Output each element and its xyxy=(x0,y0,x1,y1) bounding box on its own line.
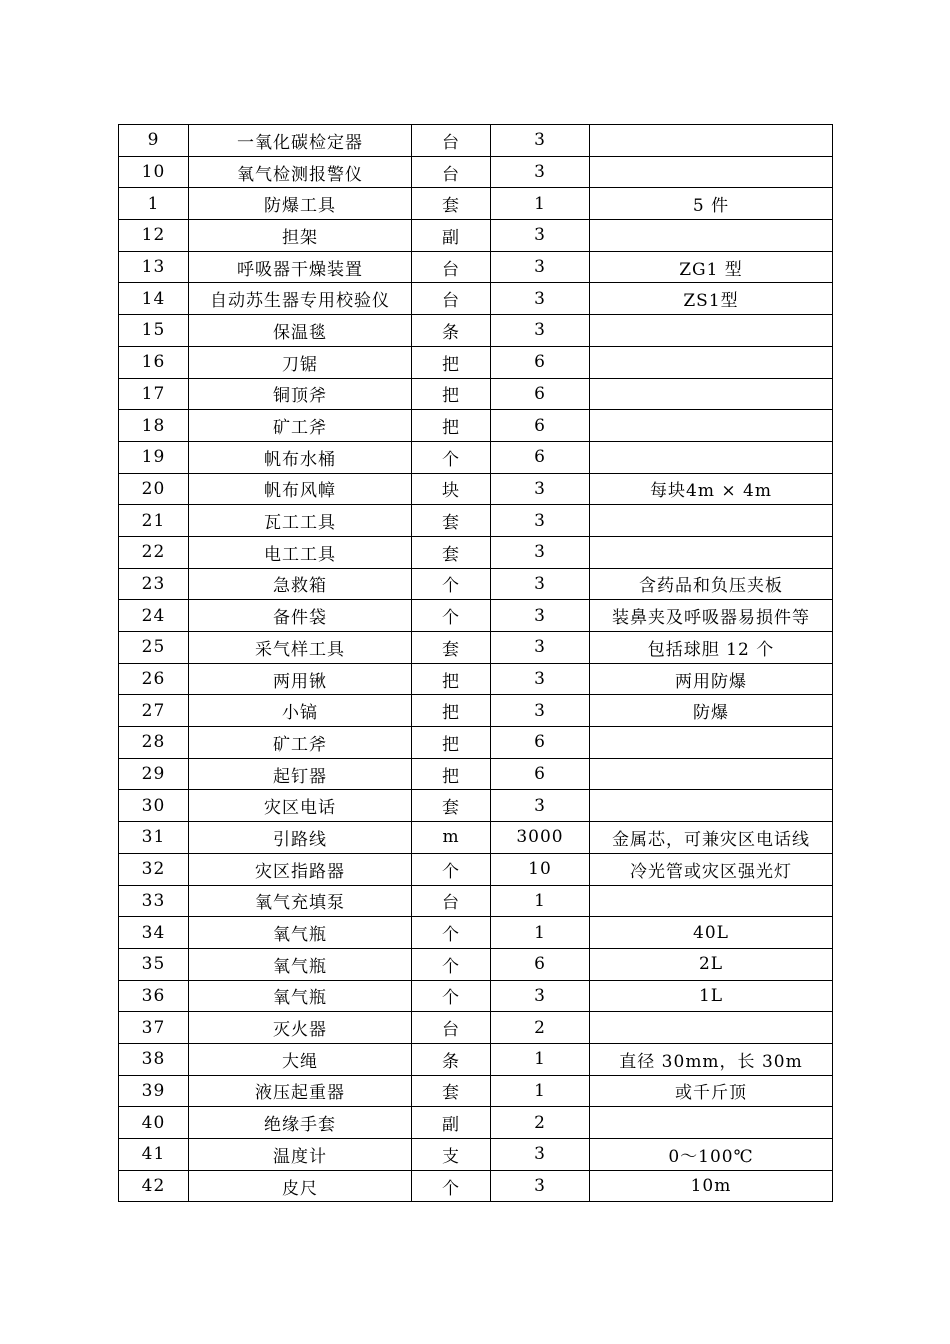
unit-cell: 台 xyxy=(412,1012,491,1044)
unit-cell: 把 xyxy=(412,378,491,410)
quantity-cell: 1 xyxy=(491,917,590,949)
table-row xyxy=(119,1043,833,1075)
remark-cell xyxy=(590,125,833,157)
remark-cell xyxy=(590,885,833,917)
row-number-cell: 34 xyxy=(119,917,189,949)
remark-cell: 1L xyxy=(590,980,833,1012)
remark-cell: 0～100℃ xyxy=(590,1139,833,1171)
remark-cell: 包括球胆 12 个 xyxy=(590,632,833,664)
quantity-cell: 3 xyxy=(491,536,590,568)
remark-cell: 冷光管或灾区强光灯 xyxy=(590,853,833,885)
row-number-cell: 22 xyxy=(119,536,189,568)
equipment-table-body xyxy=(119,125,833,1202)
table-row xyxy=(119,315,833,347)
table-row xyxy=(119,885,833,917)
row-number-cell: 30 xyxy=(119,790,189,822)
unit-cell: 把 xyxy=(412,727,491,759)
table-row xyxy=(119,346,833,378)
item-name-cell: 灭火器 xyxy=(189,1012,412,1044)
quantity-cell: 1 xyxy=(491,1043,590,1075)
item-name-cell: 小镐 xyxy=(189,695,412,727)
item-name-cell: 氧气瓶 xyxy=(189,917,412,949)
remark-cell xyxy=(590,505,833,537)
remark-cell: 每块4m × 4m xyxy=(590,473,833,505)
unit-cell: 套 xyxy=(412,505,491,537)
quantity-cell: 3 xyxy=(491,125,590,157)
remark-cell xyxy=(590,315,833,347)
quantity-cell: 6 xyxy=(491,378,590,410)
table-row xyxy=(119,663,833,695)
unit-cell: 台 xyxy=(412,251,491,283)
table-row xyxy=(119,251,833,283)
quantity-cell: 6 xyxy=(491,441,590,473)
item-name-cell: 两用锹 xyxy=(189,663,412,695)
remark-cell xyxy=(590,410,833,442)
quantity-cell: 3 xyxy=(491,568,590,600)
quantity-cell: 3 xyxy=(491,315,590,347)
item-name-cell: 备件袋 xyxy=(189,600,412,632)
remark-cell: 防爆 xyxy=(590,695,833,727)
remark-cell: 两用防爆 xyxy=(590,663,833,695)
unit-cell: 支 xyxy=(412,1139,491,1171)
quantity-cell: 3 xyxy=(491,695,590,727)
row-number-cell: 18 xyxy=(119,410,189,442)
remark-cell xyxy=(590,378,833,410)
unit-cell: 条 xyxy=(412,315,491,347)
quantity-cell: 6 xyxy=(491,410,590,442)
remark-cell xyxy=(590,727,833,759)
remark-cell: 10m xyxy=(590,1170,833,1202)
item-name-cell: 保温毯 xyxy=(189,315,412,347)
unit-cell: 条 xyxy=(412,1043,491,1075)
quantity-cell: 3 xyxy=(491,600,590,632)
table-row xyxy=(119,853,833,885)
row-number-cell: 9 xyxy=(119,125,189,157)
row-number-cell: 33 xyxy=(119,885,189,917)
quantity-cell: 6 xyxy=(491,948,590,980)
table-row xyxy=(119,1075,833,1107)
table-row xyxy=(119,220,833,252)
unit-cell: m xyxy=(412,822,491,854)
item-name-cell: 起钉器 xyxy=(189,758,412,790)
remark-cell: 装鼻夹及呼吸器易损件等 xyxy=(590,600,833,632)
row-number-cell: 29 xyxy=(119,758,189,790)
remark-cell: 金属芯，可兼灾区电话线 xyxy=(590,822,833,854)
item-name-cell: 担架 xyxy=(189,220,412,252)
table-row xyxy=(119,822,833,854)
row-number-cell: 19 xyxy=(119,441,189,473)
unit-cell: 块 xyxy=(412,473,491,505)
quantity-cell: 3 xyxy=(491,283,590,315)
item-name-cell: 电工工具 xyxy=(189,536,412,568)
item-name-cell: 急救箱 xyxy=(189,568,412,600)
table-row xyxy=(119,632,833,664)
row-number-cell: 38 xyxy=(119,1043,189,1075)
unit-cell: 把 xyxy=(412,695,491,727)
equipment-table xyxy=(118,124,833,1202)
remark-cell xyxy=(590,536,833,568)
row-number-cell: 28 xyxy=(119,727,189,759)
unit-cell: 套 xyxy=(412,188,491,220)
remark-cell xyxy=(590,758,833,790)
quantity-cell: 3 xyxy=(491,632,590,664)
item-name-cell: 引路线 xyxy=(189,822,412,854)
table-row xyxy=(119,917,833,949)
item-name-cell: 灾区电话 xyxy=(189,790,412,822)
remark-cell: 含药品和负压夹板 xyxy=(590,568,833,600)
row-number-cell: 41 xyxy=(119,1139,189,1171)
unit-cell: 台 xyxy=(412,125,491,157)
table-row xyxy=(119,1139,833,1171)
item-name-cell: 灾区指路器 xyxy=(189,853,412,885)
table-row xyxy=(119,758,833,790)
item-name-cell: 瓦工工具 xyxy=(189,505,412,537)
table-row xyxy=(119,980,833,1012)
item-name-cell: 矿工斧 xyxy=(189,727,412,759)
row-number-cell: 17 xyxy=(119,378,189,410)
quantity-cell: 3000 xyxy=(491,822,590,854)
table-row xyxy=(119,410,833,442)
unit-cell: 套 xyxy=(412,1075,491,1107)
remark-cell xyxy=(590,1012,833,1044)
remark-cell: ZG1 型 xyxy=(590,251,833,283)
unit-cell: 台 xyxy=(412,156,491,188)
row-number-cell: 25 xyxy=(119,632,189,664)
table-row xyxy=(119,505,833,537)
remark-cell: 2L xyxy=(590,948,833,980)
quantity-cell: 3 xyxy=(491,251,590,283)
item-name-cell: 矿工斧 xyxy=(189,410,412,442)
item-name-cell: 帆布水桶 xyxy=(189,441,412,473)
unit-cell: 个 xyxy=(412,917,491,949)
quantity-cell: 3 xyxy=(491,980,590,1012)
remark-cell xyxy=(590,441,833,473)
unit-cell: 套 xyxy=(412,632,491,664)
table-row xyxy=(119,536,833,568)
quantity-cell: 6 xyxy=(491,727,590,759)
item-name-cell: 防爆工具 xyxy=(189,188,412,220)
table-row xyxy=(119,125,833,157)
table-row xyxy=(119,1170,833,1202)
item-name-cell: 绝缘手套 xyxy=(189,1107,412,1139)
unit-cell: 个 xyxy=(412,853,491,885)
row-number-cell: 10 xyxy=(119,156,189,188)
quantity-cell: 1 xyxy=(491,1075,590,1107)
table-row xyxy=(119,948,833,980)
row-number-cell: 15 xyxy=(119,315,189,347)
table-row xyxy=(119,695,833,727)
row-number-cell: 26 xyxy=(119,663,189,695)
row-number-cell: 13 xyxy=(119,251,189,283)
unit-cell: 个 xyxy=(412,441,491,473)
table-row xyxy=(119,1107,833,1139)
unit-cell: 把 xyxy=(412,663,491,695)
row-number-cell: 42 xyxy=(119,1170,189,1202)
quantity-cell: 6 xyxy=(491,346,590,378)
item-name-cell: 自动苏生器专用校验仪 xyxy=(189,283,412,315)
unit-cell: 副 xyxy=(412,1107,491,1139)
row-number-cell: 24 xyxy=(119,600,189,632)
row-number-cell: 16 xyxy=(119,346,189,378)
item-name-cell: 呼吸器干燥装置 xyxy=(189,251,412,283)
item-name-cell: 氧气瓶 xyxy=(189,980,412,1012)
row-number-cell: 1 xyxy=(119,188,189,220)
quantity-cell: 3 xyxy=(491,790,590,822)
unit-cell: 把 xyxy=(412,758,491,790)
table-row xyxy=(119,156,833,188)
remark-cell: 直径 30mm，长 30m xyxy=(590,1043,833,1075)
remark-cell: 5 件 xyxy=(590,188,833,220)
quantity-cell: 3 xyxy=(491,473,590,505)
table-row xyxy=(119,600,833,632)
quantity-cell: 3 xyxy=(491,663,590,695)
quantity-cell: 1 xyxy=(491,188,590,220)
table-row xyxy=(119,441,833,473)
remark-cell xyxy=(590,220,833,252)
unit-cell: 台 xyxy=(412,283,491,315)
row-number-cell: 20 xyxy=(119,473,189,505)
item-name-cell: 铜顶斧 xyxy=(189,378,412,410)
row-number-cell: 31 xyxy=(119,822,189,854)
remark-cell: 40L xyxy=(590,917,833,949)
quantity-cell: 10 xyxy=(491,853,590,885)
quantity-cell: 3 xyxy=(491,1139,590,1171)
unit-cell: 个 xyxy=(412,568,491,600)
row-number-cell: 40 xyxy=(119,1107,189,1139)
table-row xyxy=(119,283,833,315)
item-name-cell: 温度计 xyxy=(189,1139,412,1171)
table-row xyxy=(119,473,833,505)
table-row xyxy=(119,188,833,220)
quantity-cell: 3 xyxy=(491,505,590,537)
unit-cell: 套 xyxy=(412,536,491,568)
item-name-cell: 一氧化碳检定器 xyxy=(189,125,412,157)
item-name-cell: 采气样工具 xyxy=(189,632,412,664)
remark-cell xyxy=(590,346,833,378)
row-number-cell: 32 xyxy=(119,853,189,885)
quantity-cell: 3 xyxy=(491,156,590,188)
remark-cell: 或千斤顶 xyxy=(590,1075,833,1107)
item-name-cell: 大绳 xyxy=(189,1043,412,1075)
quantity-cell: 6 xyxy=(491,758,590,790)
remark-cell xyxy=(590,156,833,188)
quantity-cell: 1 xyxy=(491,885,590,917)
item-name-cell: 刀锯 xyxy=(189,346,412,378)
unit-cell: 台 xyxy=(412,885,491,917)
row-number-cell: 37 xyxy=(119,1012,189,1044)
row-number-cell: 23 xyxy=(119,568,189,600)
item-name-cell: 氧气瓶 xyxy=(189,948,412,980)
item-name-cell: 皮尺 xyxy=(189,1170,412,1202)
remark-cell xyxy=(590,1107,833,1139)
unit-cell: 把 xyxy=(412,346,491,378)
unit-cell: 个 xyxy=(412,600,491,632)
remark-cell: ZS1型 xyxy=(590,283,833,315)
quantity-cell: 3 xyxy=(491,1170,590,1202)
unit-cell: 把 xyxy=(412,410,491,442)
row-number-cell: 14 xyxy=(119,283,189,315)
row-number-cell: 21 xyxy=(119,505,189,537)
quantity-cell: 2 xyxy=(491,1012,590,1044)
table-row xyxy=(119,568,833,600)
unit-cell: 个 xyxy=(412,1170,491,1202)
unit-cell: 个 xyxy=(412,948,491,980)
quantity-cell: 2 xyxy=(491,1107,590,1139)
row-number-cell: 39 xyxy=(119,1075,189,1107)
table-row xyxy=(119,1012,833,1044)
row-number-cell: 12 xyxy=(119,220,189,252)
row-number-cell: 27 xyxy=(119,695,189,727)
item-name-cell: 液压起重器 xyxy=(189,1075,412,1107)
row-number-cell: 35 xyxy=(119,948,189,980)
unit-cell: 副 xyxy=(412,220,491,252)
quantity-cell: 3 xyxy=(491,220,590,252)
row-number-cell: 36 xyxy=(119,980,189,1012)
table-row xyxy=(119,378,833,410)
unit-cell: 套 xyxy=(412,790,491,822)
table-row xyxy=(119,790,833,822)
item-name-cell: 氧气检测报警仪 xyxy=(189,156,412,188)
item-name-cell: 氧气充填泵 xyxy=(189,885,412,917)
unit-cell: 个 xyxy=(412,980,491,1012)
item-name-cell: 帆布风幛 xyxy=(189,473,412,505)
table-row xyxy=(119,727,833,759)
remark-cell xyxy=(590,790,833,822)
